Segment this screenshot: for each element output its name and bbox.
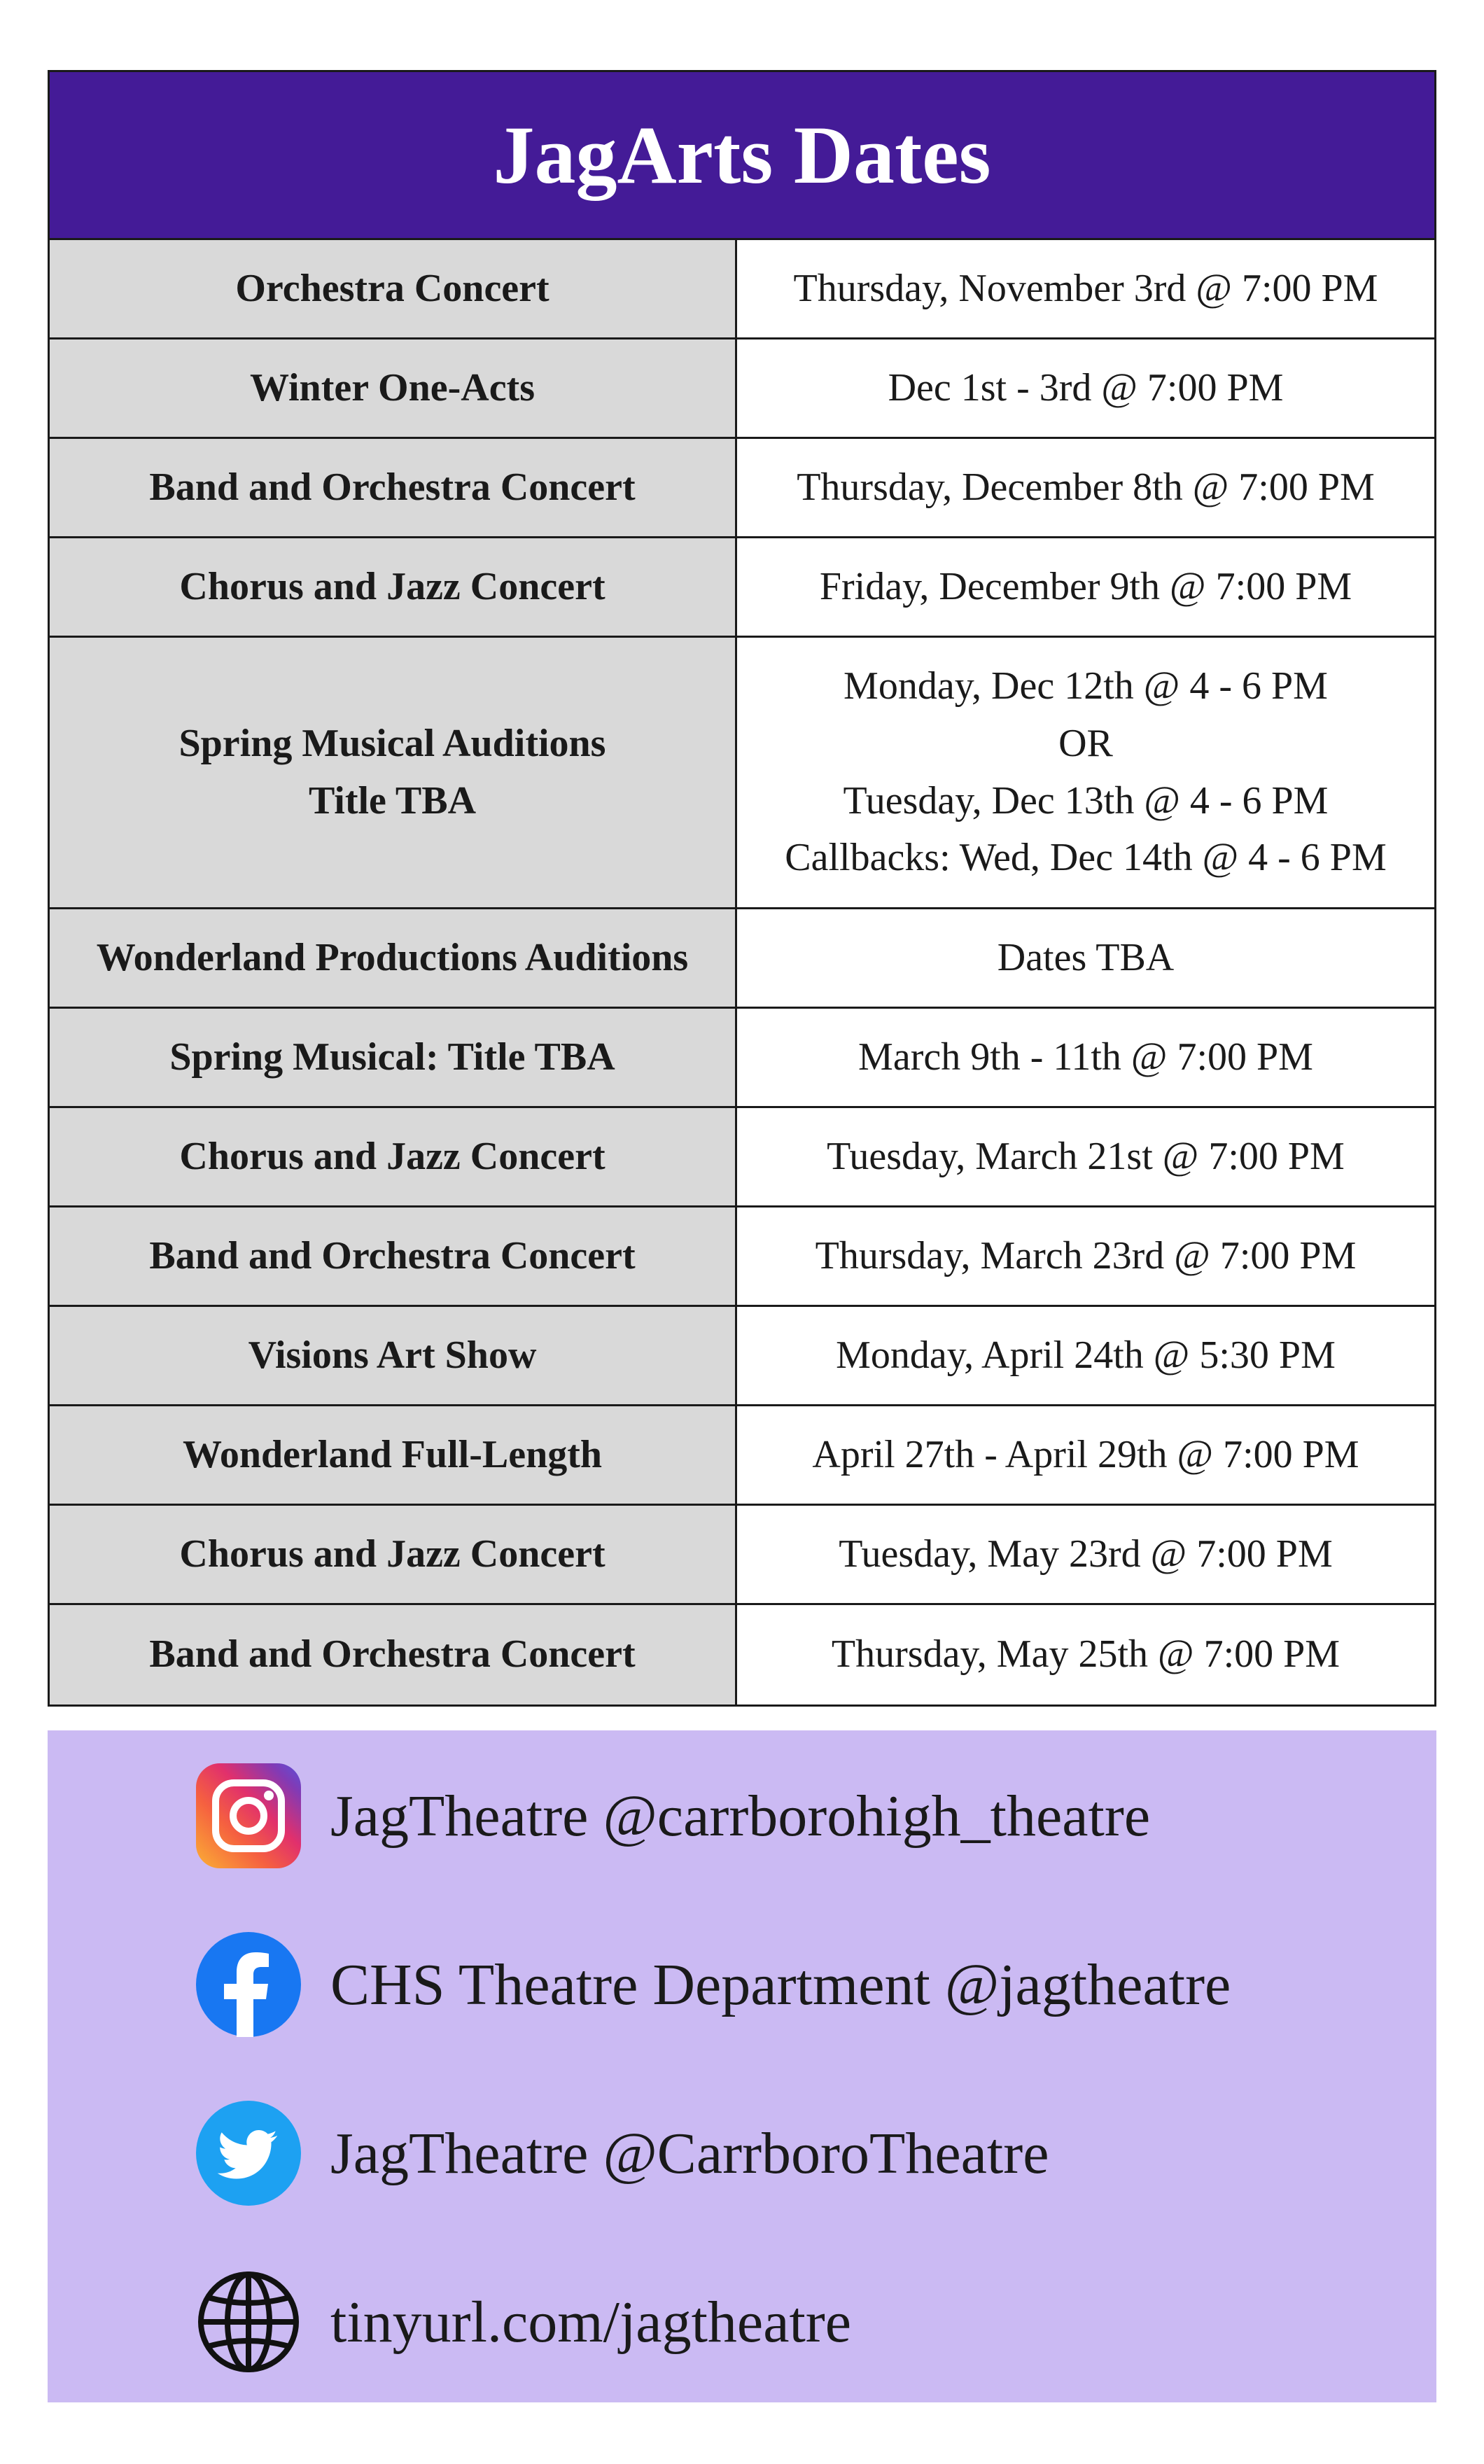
event-name-cell xyxy=(50,1009,737,1106)
schedule-sheet xyxy=(48,70,1436,1707)
event-name: Wonderland Full-Length xyxy=(182,1432,603,1476)
social-text-website: tinyurl.com/jagtheatre xyxy=(330,2289,852,2355)
schedule-table xyxy=(48,70,1436,1707)
event-date-cell xyxy=(737,439,1434,536)
event-date: Callbacks: Wed, Dec 14th @ 4 - 6 PM xyxy=(785,836,1387,880)
table-row xyxy=(50,1605,1434,1704)
table-row xyxy=(50,340,1434,439)
event-date-cell xyxy=(737,538,1434,636)
social-item-facebook[interactable] xyxy=(196,1928,1231,2040)
event-name: Band and Orchestra Concert xyxy=(149,1233,636,1278)
facebook-icon xyxy=(196,1932,301,2037)
event-name: Band and Orchestra Concert xyxy=(149,465,636,509)
event-date-cell xyxy=(737,1009,1434,1106)
event-date: Friday, December 9th @ 7:00 PM xyxy=(819,564,1352,608)
table-row xyxy=(50,1108,1434,1208)
event-name-cell xyxy=(50,1307,737,1404)
event-name: Spring Musical: Title TBA xyxy=(169,1035,615,1079)
event-name-cell xyxy=(50,909,737,1007)
table-row xyxy=(50,240,1434,340)
twitter-icon xyxy=(196,2101,301,2206)
table-row xyxy=(50,909,1434,1009)
event-date-cell xyxy=(737,1108,1434,1205)
social-text-twitter: JagTheatre @CarrboroTheatre xyxy=(330,2120,1049,2186)
instagram-icon xyxy=(196,1763,301,1868)
event-date: Dates TBA xyxy=(997,935,1175,979)
social-item-twitter[interactable] xyxy=(196,2097,1049,2209)
event-date: Dec 1st - 3rd @ 7:00 PM xyxy=(888,365,1284,410)
table-row xyxy=(50,1009,1434,1108)
table-row xyxy=(50,1307,1434,1406)
social-panel xyxy=(48,1730,1436,2402)
event-name: Chorus and Jazz Concert xyxy=(179,1134,606,1178)
event-name-cell xyxy=(50,1406,737,1504)
event-date: Monday, April 24th @ 5:30 PM xyxy=(836,1333,1336,1377)
table-row xyxy=(50,1208,1434,1307)
event-name: Wonderland Productions Auditions xyxy=(96,935,689,979)
event-date: April 27th - April 29th @ 7:00 PM xyxy=(812,1432,1359,1476)
event-name: Band and Orchestra Concert xyxy=(149,1632,636,1676)
event-date: Tuesday, May 23rd @ 7:00 PM xyxy=(839,1532,1333,1576)
event-date: Tuesday, March 21st @ 7:00 PM xyxy=(827,1134,1345,1178)
event-name-cell xyxy=(50,439,737,536)
event-date-cell xyxy=(737,909,1434,1007)
social-item-instagram[interactable] xyxy=(196,1760,1150,1872)
event-name: Title TBA xyxy=(308,778,477,822)
event-name: Winter One-Acts xyxy=(250,365,535,410)
event-date-cell xyxy=(737,638,1434,907)
event-date: Thursday, May 25th @ 7:00 PM xyxy=(831,1632,1340,1676)
table-row xyxy=(50,439,1434,538)
event-date: Thursday, December 8th @ 7:00 PM xyxy=(797,465,1375,509)
social-text-facebook: CHS Theatre Department @jagtheatre xyxy=(330,1952,1231,2017)
event-name: Chorus and Jazz Concert xyxy=(179,1532,606,1576)
table-row xyxy=(50,1406,1434,1506)
event-name-cell xyxy=(50,538,737,636)
globe-icon xyxy=(196,2269,301,2374)
event-name-cell xyxy=(50,240,737,337)
event-date-cell xyxy=(737,1406,1434,1504)
event-date-cell xyxy=(737,1208,1434,1305)
event-name: Orchestra Concert xyxy=(235,266,550,310)
event-name-cell xyxy=(50,340,737,437)
event-date: March 9th - 11th @ 7:00 PM xyxy=(858,1035,1313,1079)
event-date-cell xyxy=(737,1506,1434,1603)
event-date: Thursday, November 3rd @ 7:00 PM xyxy=(793,266,1378,310)
event-date: OR xyxy=(1058,721,1113,765)
event-date: Monday, Dec 12th @ 4 - 6 PM xyxy=(844,664,1328,708)
event-date-cell xyxy=(737,240,1434,337)
event-name: Visions Art Show xyxy=(248,1333,537,1377)
event-name-cell xyxy=(50,638,737,907)
schedule-title: JagArts Dates xyxy=(50,72,1434,240)
social-text-instagram: JagTheatre @carrborohigh_theatre xyxy=(330,1783,1151,1849)
event-name: Chorus and Jazz Concert xyxy=(179,564,606,608)
table-row xyxy=(50,1506,1434,1605)
social-item-website[interactable] xyxy=(196,2266,851,2378)
event-name-cell xyxy=(50,1506,737,1603)
event-date-cell xyxy=(737,340,1434,437)
table-row xyxy=(50,538,1434,638)
event-name: Spring Musical Auditions xyxy=(178,722,606,766)
event-date: Tuesday, Dec 13th @ 4 - 6 PM xyxy=(843,778,1329,822)
event-date-cell xyxy=(737,1307,1434,1404)
event-name-cell xyxy=(50,1605,737,1704)
schedule-rows xyxy=(50,240,1434,1704)
event-date-cell xyxy=(737,1605,1434,1704)
event-name-cell xyxy=(50,1208,737,1305)
table-row xyxy=(50,638,1434,909)
event-name-cell xyxy=(50,1108,737,1205)
event-date: Thursday, March 23rd @ 7:00 PM xyxy=(815,1233,1357,1278)
